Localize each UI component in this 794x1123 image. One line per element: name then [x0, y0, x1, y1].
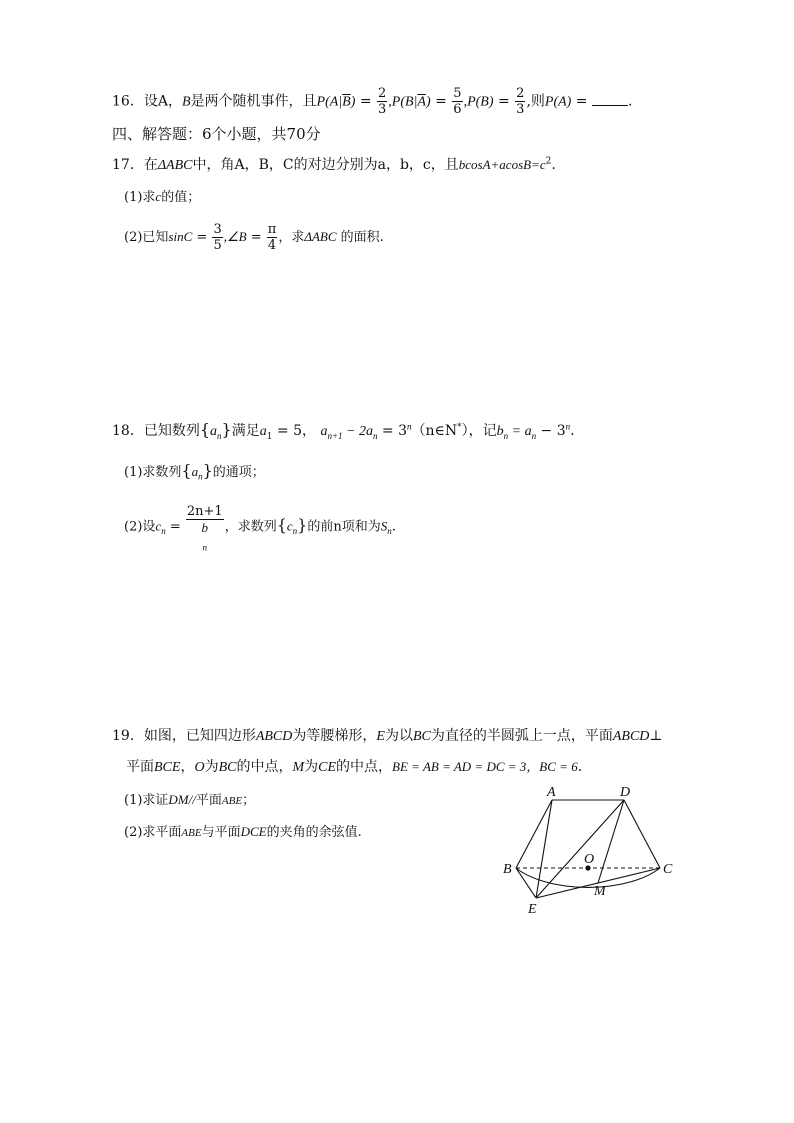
geometry-figure	[496, 786, 686, 920]
label-o: O	[584, 852, 595, 867]
section-heading: 四、解答题：6个小题，共70分	[112, 125, 321, 143]
label-d: D	[620, 786, 631, 800]
question-17-part2: (2)已知sinC = $\frac{3}{5}$ ,∠B = $\frac{\pi}{4}$ ，求ΔABC 的面积.	[124, 222, 384, 253]
label-m: M	[594, 884, 606, 899]
question-19-line2: 平面BCE，O为BC的中点，M为CE的中点，BE = AB = AD = DC = 3，BC = 6.	[126, 759, 583, 775]
fraction-5-6: $\frac{5}{6}$	[453, 86, 462, 117]
label-b: B	[503, 862, 512, 877]
fraction-2-3: $\frac{2}{3}$	[378, 86, 387, 117]
question-19-part2: (2)求平面ABE与平面DCE的夹角的余弦值.	[124, 824, 362, 840]
question-18-part1: (1)求数列$\{a_n\}$的通项；	[124, 461, 265, 482]
question-17-stem: 17．在ΔABC中，角A，B，C的对边分别为a，b，c，且$bcosA+acosB=c^2$.	[112, 156, 556, 173]
label-a: A	[547, 786, 556, 800]
label-e: E	[528, 902, 537, 917]
edge-dc	[624, 800, 660, 868]
question-16: 16．设A，B是两个随机事件，且$P(A|\overline{B})$ = $\frac{2}{3}$ $,P(B|\overline{A})$ = $\frac{5}{6}$ ,P(B) = $\frac{2}{3}$ ,则P(A) = .	[112, 86, 633, 117]
label-c: C	[663, 862, 673, 877]
question-19-part1: (1)求证DM//平面ABE；	[124, 792, 256, 808]
question-17-part1: (1)求c的值；	[124, 189, 201, 205]
edge-dm	[598, 800, 624, 883]
question-18-stem: 18．已知数列$\{a_n\}$满足$a_1 = 5$， $a_{n+1} - 2a_n$ = $3^n(n\in N^*)$，记$b_n = a_n - 3^n$.	[112, 420, 575, 442]
fraction-2-3b: $\frac{2}{3}$	[516, 86, 525, 117]
question-18-part2: (2)设$c_n$ = 2n+1 b $_n$ ，求数列$\{c_n\}$的前n项和为$S_n$.	[124, 504, 396, 553]
edge-be	[516, 868, 536, 898]
semicircle-arc	[516, 868, 660, 887]
question-19-line1: 19．如图，已知四边形ABCD为等腰梯形，E为以BC为直径的半圆弧上一点，平面ABCD⊥	[112, 728, 663, 744]
answer-blank	[592, 93, 628, 106]
